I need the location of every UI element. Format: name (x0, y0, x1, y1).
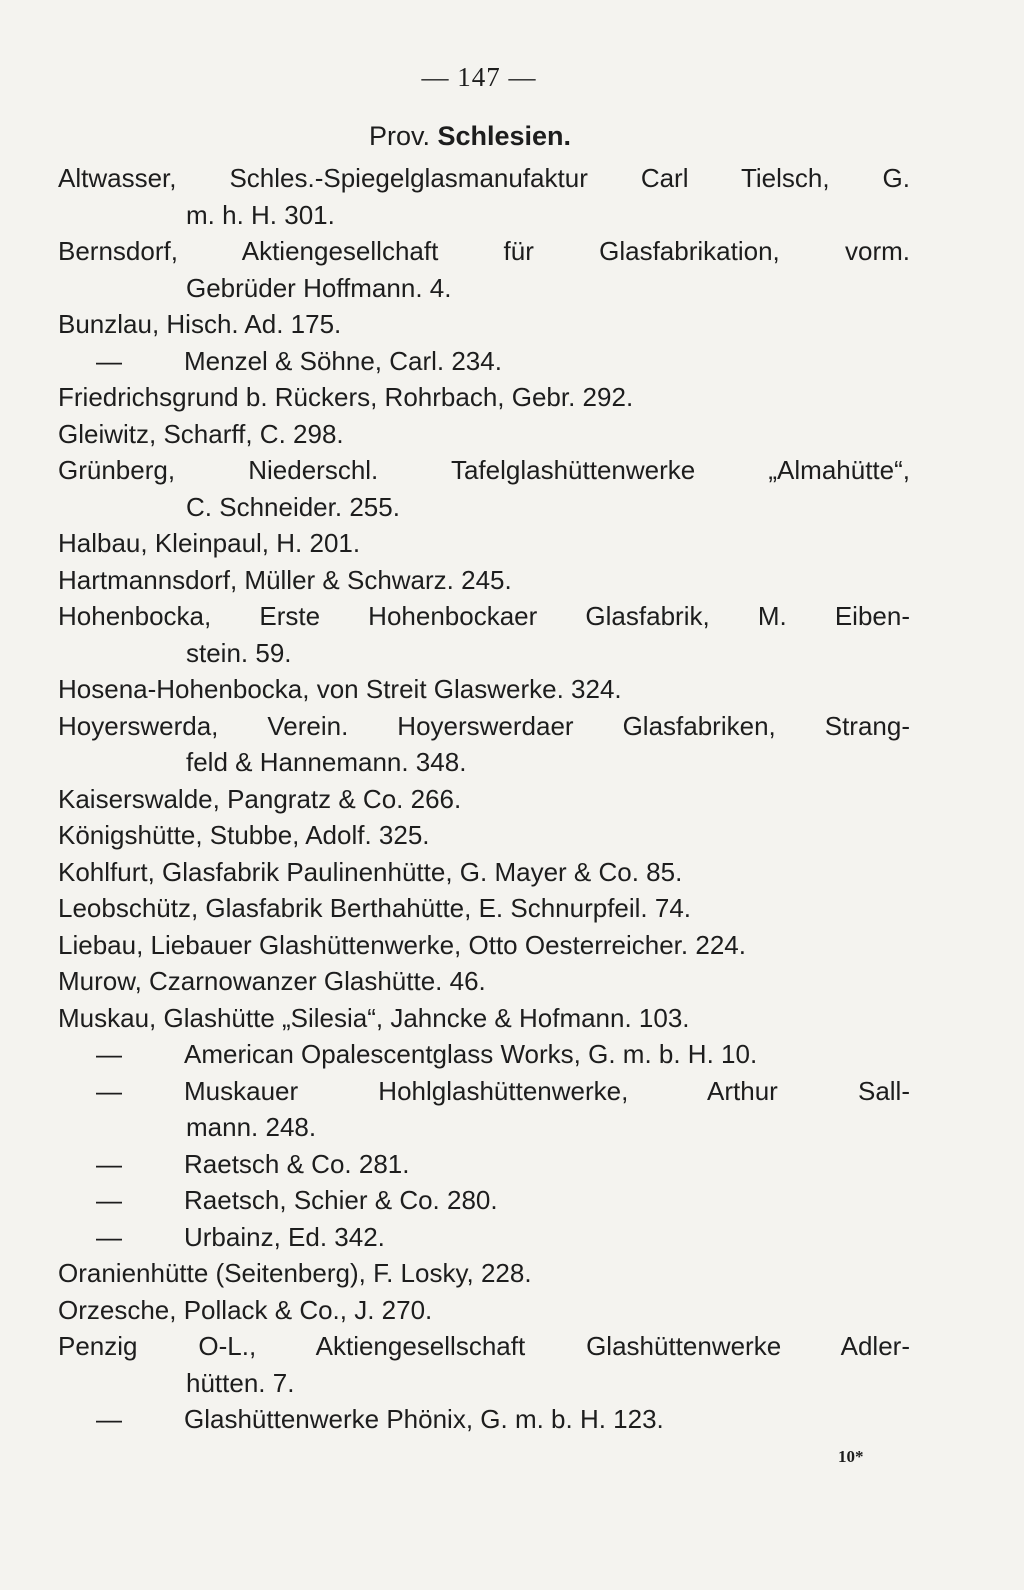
heading-title: Schlesien. (437, 121, 572, 151)
entry-continuation: m. h. H. 301. (186, 199, 335, 230)
directory-entry: Orzesche, Pollack & Co., J. 270. (58, 1294, 433, 1325)
directory-entry: Bunzlau, Hisch. Ad. 175. (58, 309, 342, 339)
ditto-dash: — (96, 345, 122, 376)
entry-continuation: mann. 248. (186, 1112, 317, 1142)
sub-entry (58, 1219, 910, 1256)
page-number: — 147 — (421, 62, 537, 92)
directory-entry: Gleiwitz, Scharff, C. 298. (58, 418, 344, 449)
directory-entry: Hoyerswerda, Verein. Hoyerswerdaer Glasfabriken, Strang- (58, 710, 910, 741)
sub-entry (58, 1146, 910, 1183)
sub-entry-text: Glashüttenwerke Phönix, G. m. b. H. 123. (184, 1404, 664, 1434)
ditto-dash: — (96, 1185, 122, 1215)
entry-continuation: stein. 59. (186, 637, 292, 668)
directory-entry: Hosena-Hohenbocka, von Streit Glaswerke. 324. (58, 674, 622, 704)
directory-entry: Muskau, Glashütte „Silesia“, Jahncke & Hofmann. 103. (58, 1002, 690, 1033)
signature-mark: 10* (838, 1447, 864, 1466)
ditto-dash: — (96, 1039, 122, 1069)
directory-entry: Kaiserswalde, Pangratz & Co. 266. (58, 783, 462, 814)
ditto-dash: — (96, 1404, 122, 1434)
sub-entry-text: Muskauer Hohlglashüttenwerke, Arthur Sall- (184, 1075, 910, 1106)
directory-entry: Altwasser, Schles.-Spiegelglasmanufaktur Carl Tielsch, G. (58, 163, 910, 193)
ditto-dash: — (96, 1221, 122, 1252)
heading-prefix: Prov. (368, 121, 430, 151)
directory-entry: Kohlfurt, Glasfabrik Paulinenhütte, G. Mayer & Co. 85. (58, 856, 683, 887)
entry-continuation: feld & Hannemann. 348. (186, 747, 467, 777)
sub-entry (58, 1182, 910, 1219)
sub-entry-text: Menzel & Söhne, Carl. 234. (184, 345, 502, 376)
directory-entry: Friedrichsgrund b. Rückers, Rohrbach, Gebr. 292. (58, 382, 634, 412)
sub-entry-text: Urbainz, Ed. 342. (184, 1221, 385, 1252)
directory-entry: Halbau, Kleinpaul, H. 201. (58, 528, 361, 558)
directory-list (58, 160, 910, 1438)
sub-entry-text: Raetsch, Schier & Co. 280. (184, 1185, 498, 1215)
directory-entry: Penzig O-L., Aktiengesellschaft Glashüttenwerke Adler- (58, 1331, 910, 1361)
section-heading (0, 118, 940, 154)
directory-entry: Königshütte, Stubbe, Adolf. 325. (58, 820, 430, 850)
directory-entry: Liebau, Liebauer Glashüttenwerke, Otto Oesterreicher. 224. (58, 929, 746, 960)
directory-entry: Grünberg, Niederschl. Tafelglashüttenwerke „Almahütte“, (58, 455, 910, 485)
entry-continuation: Gebrüder Hoffmann. 4. (186, 272, 452, 303)
ditto-dash: — (96, 1075, 122, 1106)
directory-entry: Hohenbocka, Erste Hohenbockaer Glasfabrik, M. Eiben- (58, 601, 910, 631)
sub-entry-text: Raetsch & Co. 281. (184, 1148, 410, 1179)
ditto-dash: — (96, 1148, 122, 1179)
directory-entry: Bernsdorf, Aktiengesellchaft für Glasfabrikation, vorm. (58, 236, 910, 266)
directory-entry: Murow, Czarnowanzer Glashütte. 46. (58, 966, 486, 996)
directory-entry: Leobschütz, Glasfabrik Berthahütte, E. Schnurpfeil. 74. (58, 893, 692, 923)
sub-entry (58, 1036, 910, 1073)
sub-entry (58, 1073, 910, 1110)
sub-entry (58, 343, 910, 380)
sub-entry (58, 1401, 910, 1438)
entry-continuation: C. Schneider. 255. (186, 491, 400, 522)
directory-entry: Oranienhütte (Seitenberg), F. Losky, 228. (58, 1258, 532, 1288)
entry-continuation: hütten. 7. (186, 1367, 295, 1398)
directory-entry: Hartmannsdorf, Müller & Schwarz. 245. (58, 564, 512, 595)
sub-entry-text: American Opalescentglass Works, G. m. b. H. 10. (184, 1039, 758, 1069)
